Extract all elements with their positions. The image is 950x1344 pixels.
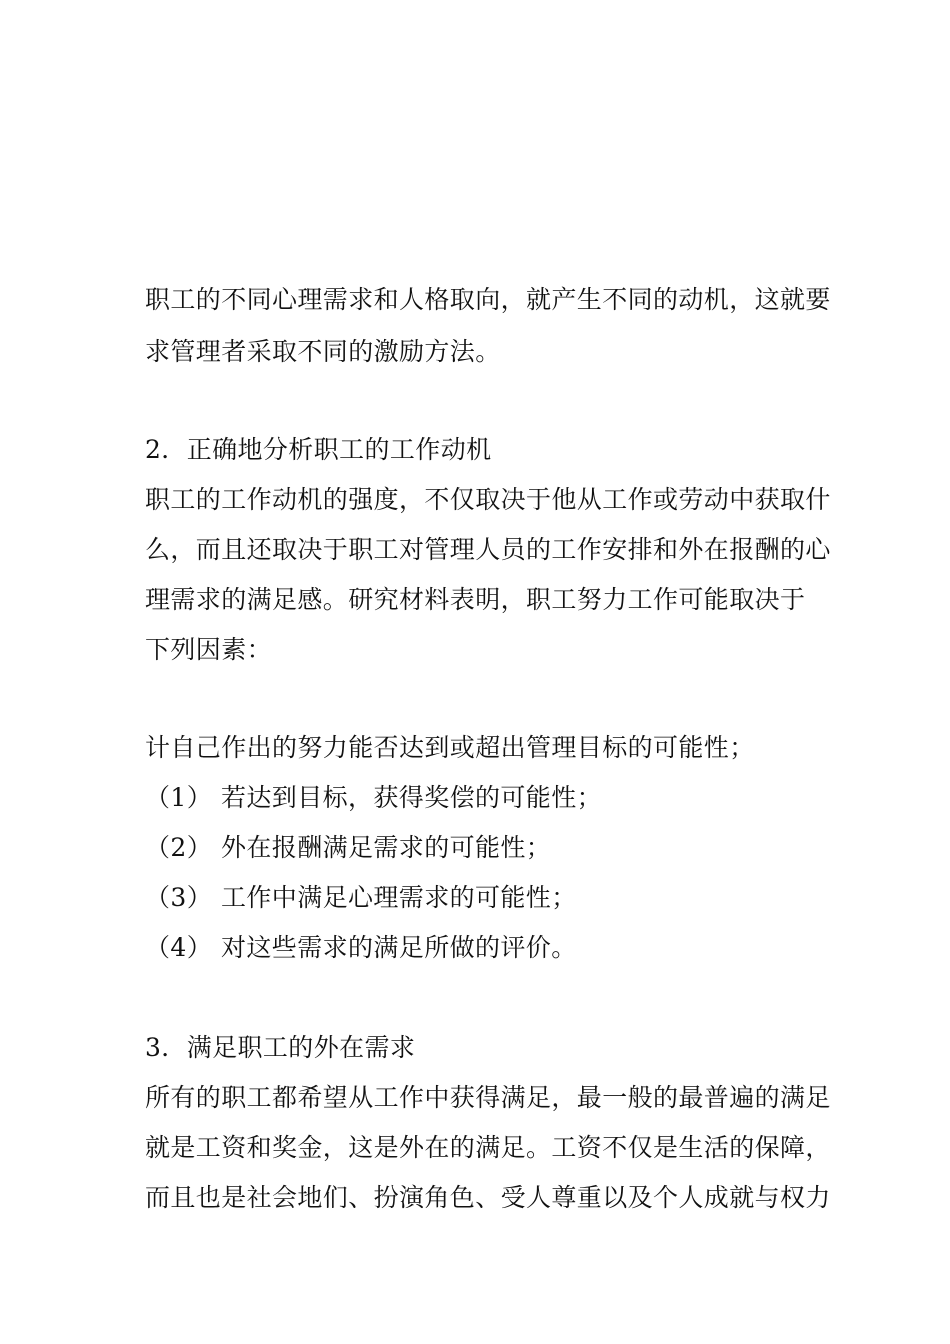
factor-item-1 <box>145 783 602 813</box>
section-2-line-2: 么，而且还取决于职工对管理人员的工作安排和外在报酬的心 <box>145 535 831 564</box>
factor-number: （1） <box>145 783 213 812</box>
factors-lead-line: 计自己作出的努力能否达到或超出管理目标的可能性； <box>145 733 755 762</box>
section-2-line-3: 理需求的满足感。研究材料表明，职工努力工作可能取决于 <box>145 585 806 614</box>
intro-line-1: 职工的不同心理需求和人格取向，就产生不同的动机，这就要 <box>145 285 831 314</box>
factor-text: 若达到目标，获得奖偿的可能性； <box>221 783 603 812</box>
intro-line-2: 求管理者采取不同的激励方法。 <box>145 337 501 366</box>
factor-text: 外在报酬满足需求的可能性； <box>221 833 552 862</box>
factor-number: （4） <box>145 933 213 962</box>
section-3-line-2: 就是工资和奖金，这是外在的满足。工资不仅是生活的保障， <box>145 1133 831 1162</box>
section-3-line-3: 而且也是社会地们、扮演角色、受人尊重以及个人成就与权力 <box>145 1183 831 1212</box>
section-2-line-4: 下列因素： <box>145 635 273 664</box>
section-3-heading: 3．满足职工的外在需求 <box>145 1033 416 1062</box>
factor-item-2 <box>145 833 551 863</box>
factor-text: 对这些需求的满足所做的评价。 <box>221 933 577 962</box>
factor-item-3 <box>145 883 577 913</box>
section-3-line-1: 所有的职工都希望从工作中获得满足，最一般的最普遍的满足 <box>145 1083 831 1112</box>
factor-number: （3） <box>145 883 213 912</box>
section-2-heading: 2．正确地分析职工的工作动机 <box>145 435 492 464</box>
factor-text: 工作中满足心理需求的可能性； <box>221 883 577 912</box>
factor-item-4 <box>145 933 577 963</box>
factor-number: （2） <box>145 833 213 862</box>
section-2-line-1: 职工的工作动机的强度，不仅取决于他从工作或劳动中获取什 <box>145 485 831 514</box>
